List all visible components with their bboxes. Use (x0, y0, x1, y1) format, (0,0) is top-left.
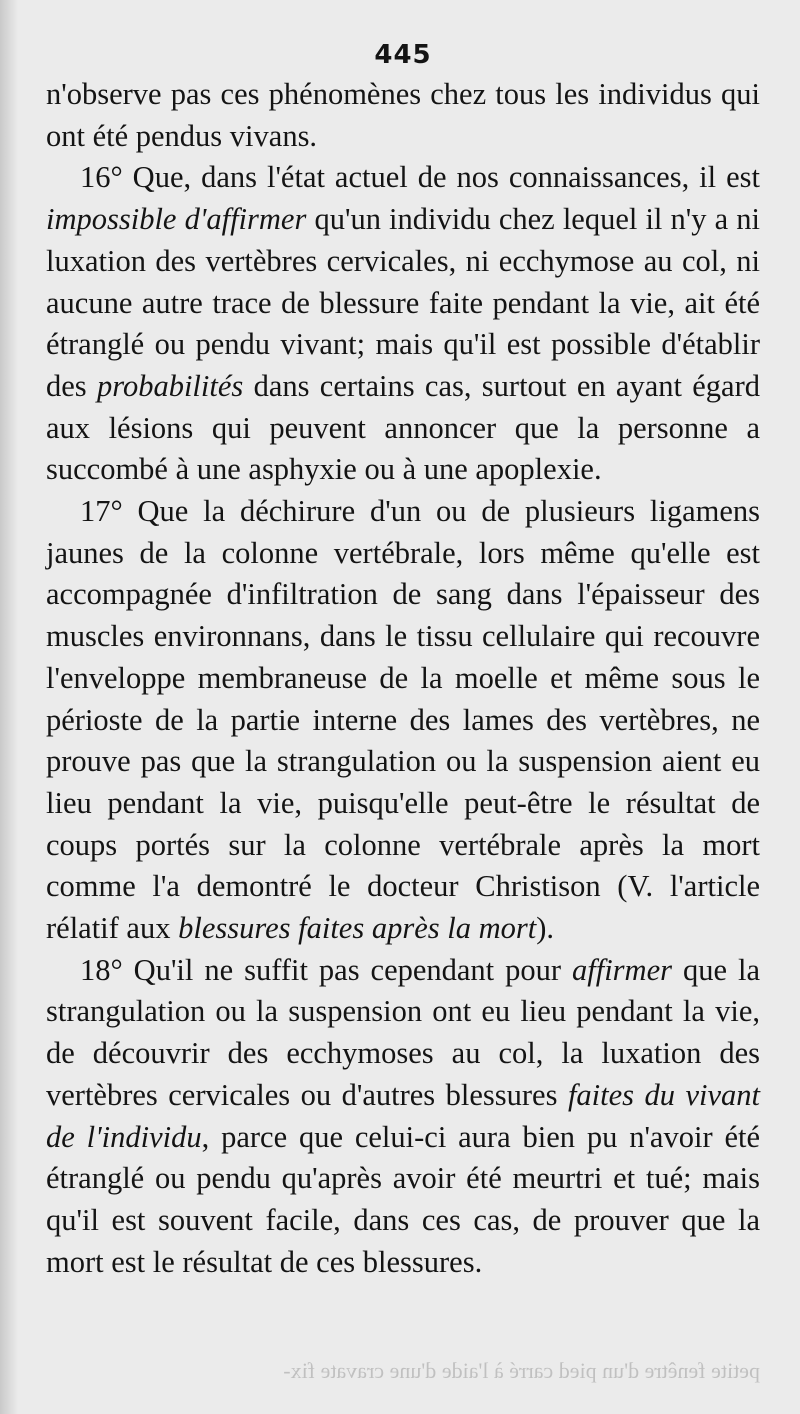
paragraph-continuation (46, 74, 760, 157)
italic-text: faites du vivant de l'individu (46, 1077, 760, 1154)
paragraph-point-16 (46, 157, 760, 491)
paragraph-point-18 (46, 950, 760, 1284)
italic-text: blessures faites après la mort (178, 911, 537, 946)
page-number: 445 (374, 40, 432, 70)
italic-text: affirmer (572, 952, 672, 987)
text-run: , parce que celui-ci aura bien pu n'avoir été étranglé ou pendu qu'après avoir été meurtri et tué; mais qu'il est souvent facile, dans ces cas, de prouver que la mort est le résultat de ces blessures. (46, 1119, 761, 1279)
text-run: 18° Qu'il ne suffit pas cependant pour (80, 952, 573, 987)
text-run: dans certains cas, surtout en ayant égard aux lésions qui peuvent annoncer que la personne a succombé à une asphyxie ou à une apoplexie. (46, 368, 760, 487)
text-run: n'observe pas ces phénomènes chez tous les individus qui ont été pendus vivans. (46, 77, 760, 153)
italic-text: probabilités (96, 368, 244, 403)
paragraph-point-17 (46, 491, 760, 950)
text-run: ). (536, 911, 554, 946)
text-run: qu'un individu chez lequel il n'y a ni luxation des vertèbres cervicales, ni ecchymose au col, ni aucune autre trace de blessure faite pendant la vie, ait été étranglé ou pendu vivant; mais qu'il est possible d'établir des (46, 202, 760, 403)
text-run: que la strangulation ou la suspension ont eu lieu pendant la vie, de découvrir des ecchymoses au col, la luxation des vertèbres cervicales ou d'autres blessures (46, 952, 760, 1112)
text-run: 16° Que, dans l'état actuel de nos connaissances, il est (80, 160, 760, 195)
bleed-through-text: petite fenêtre d'un pied carré à l'aide d'une cravate fix- (283, 1358, 760, 1383)
text-run: 17° Que la déchirure d'un ou de plusieurs ligamens jaunes de la colonne vertébrale, lors même qu'elle est accompagnée d'infiltration de sang dans l'épaisseur des muscles environnans, dans le tissu cellulaire qui recouvre l'enveloppe membraneuse de la moelle et même sous le périoste de la partie interne des lames des vertèbres, ne prouve pas que la strangulation ou la suspension aient eu lieu pendant la vie, puisqu'elle peut-être le résultat de coups portés sur la colonne vertébrale après la mort comme l'a demontré le docteur Christison (V. l'article rélatif aux (46, 494, 760, 946)
italic-text: impossible d'affirmer (46, 202, 307, 237)
